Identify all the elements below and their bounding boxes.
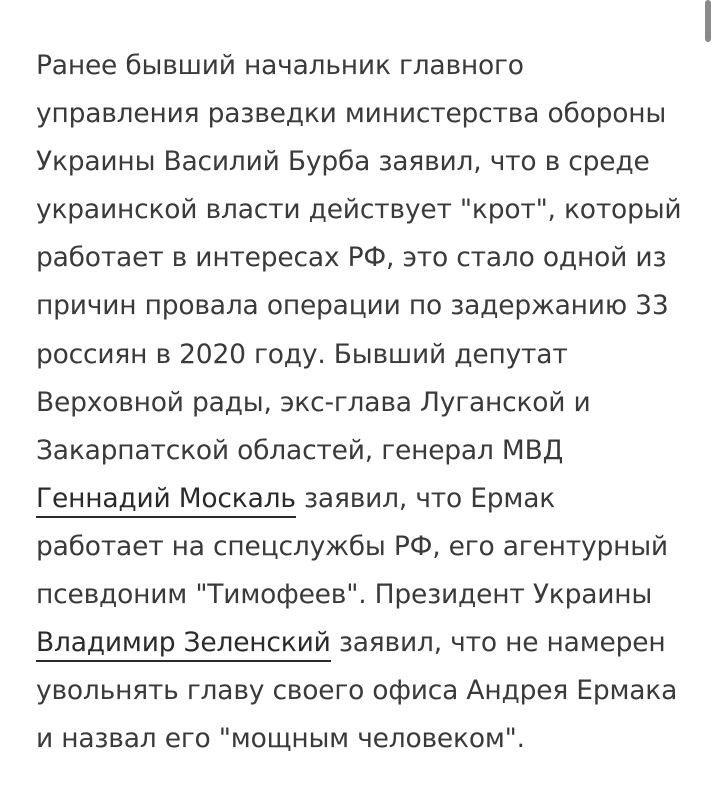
scrollbar[interactable] — [705, 0, 711, 42]
text-line: и назвал его "мощным человеком". — [36, 723, 525, 755]
text-line: причин провала операции по задержанию 33 — [36, 290, 669, 322]
text-line: работает на спецслужбы РФ, его агентурный — [36, 530, 668, 562]
text-line: россиян в 2020 году. Бывший депутат — [36, 338, 568, 370]
text-fragment: заявил, что Ермак — [295, 482, 556, 514]
text-line: Украины Василий Бурба заявил, что в среде — [36, 146, 650, 178]
text-line: украинской власти действует "крот", который — [36, 194, 682, 226]
text-line — [36, 475, 686, 523]
person-link-zelensky[interactable]: Владимир Зеленский — [36, 627, 331, 662]
text-line: Закарпатской областей, генерал МВД — [36, 434, 564, 466]
text-line — [36, 619, 686, 667]
article-paragraph — [36, 42, 686, 763]
text-line: увольнять главу своего офиса Андрея Ермака — [36, 675, 678, 707]
person-link-moskal[interactable]: Геннадий Москаль — [36, 483, 296, 518]
text-line: Ранее бывший начальник главного — [36, 50, 524, 81]
text-line: работает в интересах РФ, это стало одной из — [36, 242, 667, 274]
text-fragment: заявил, что не намерен — [330, 627, 666, 659]
text-line: управления разведки министерства обороны — [36, 98, 667, 130]
text-line: Верховной рады, экс-глава Луганской и — [36, 386, 591, 418]
text-line: псевдоним "Тимофеев". Президент Украины — [36, 579, 653, 611]
